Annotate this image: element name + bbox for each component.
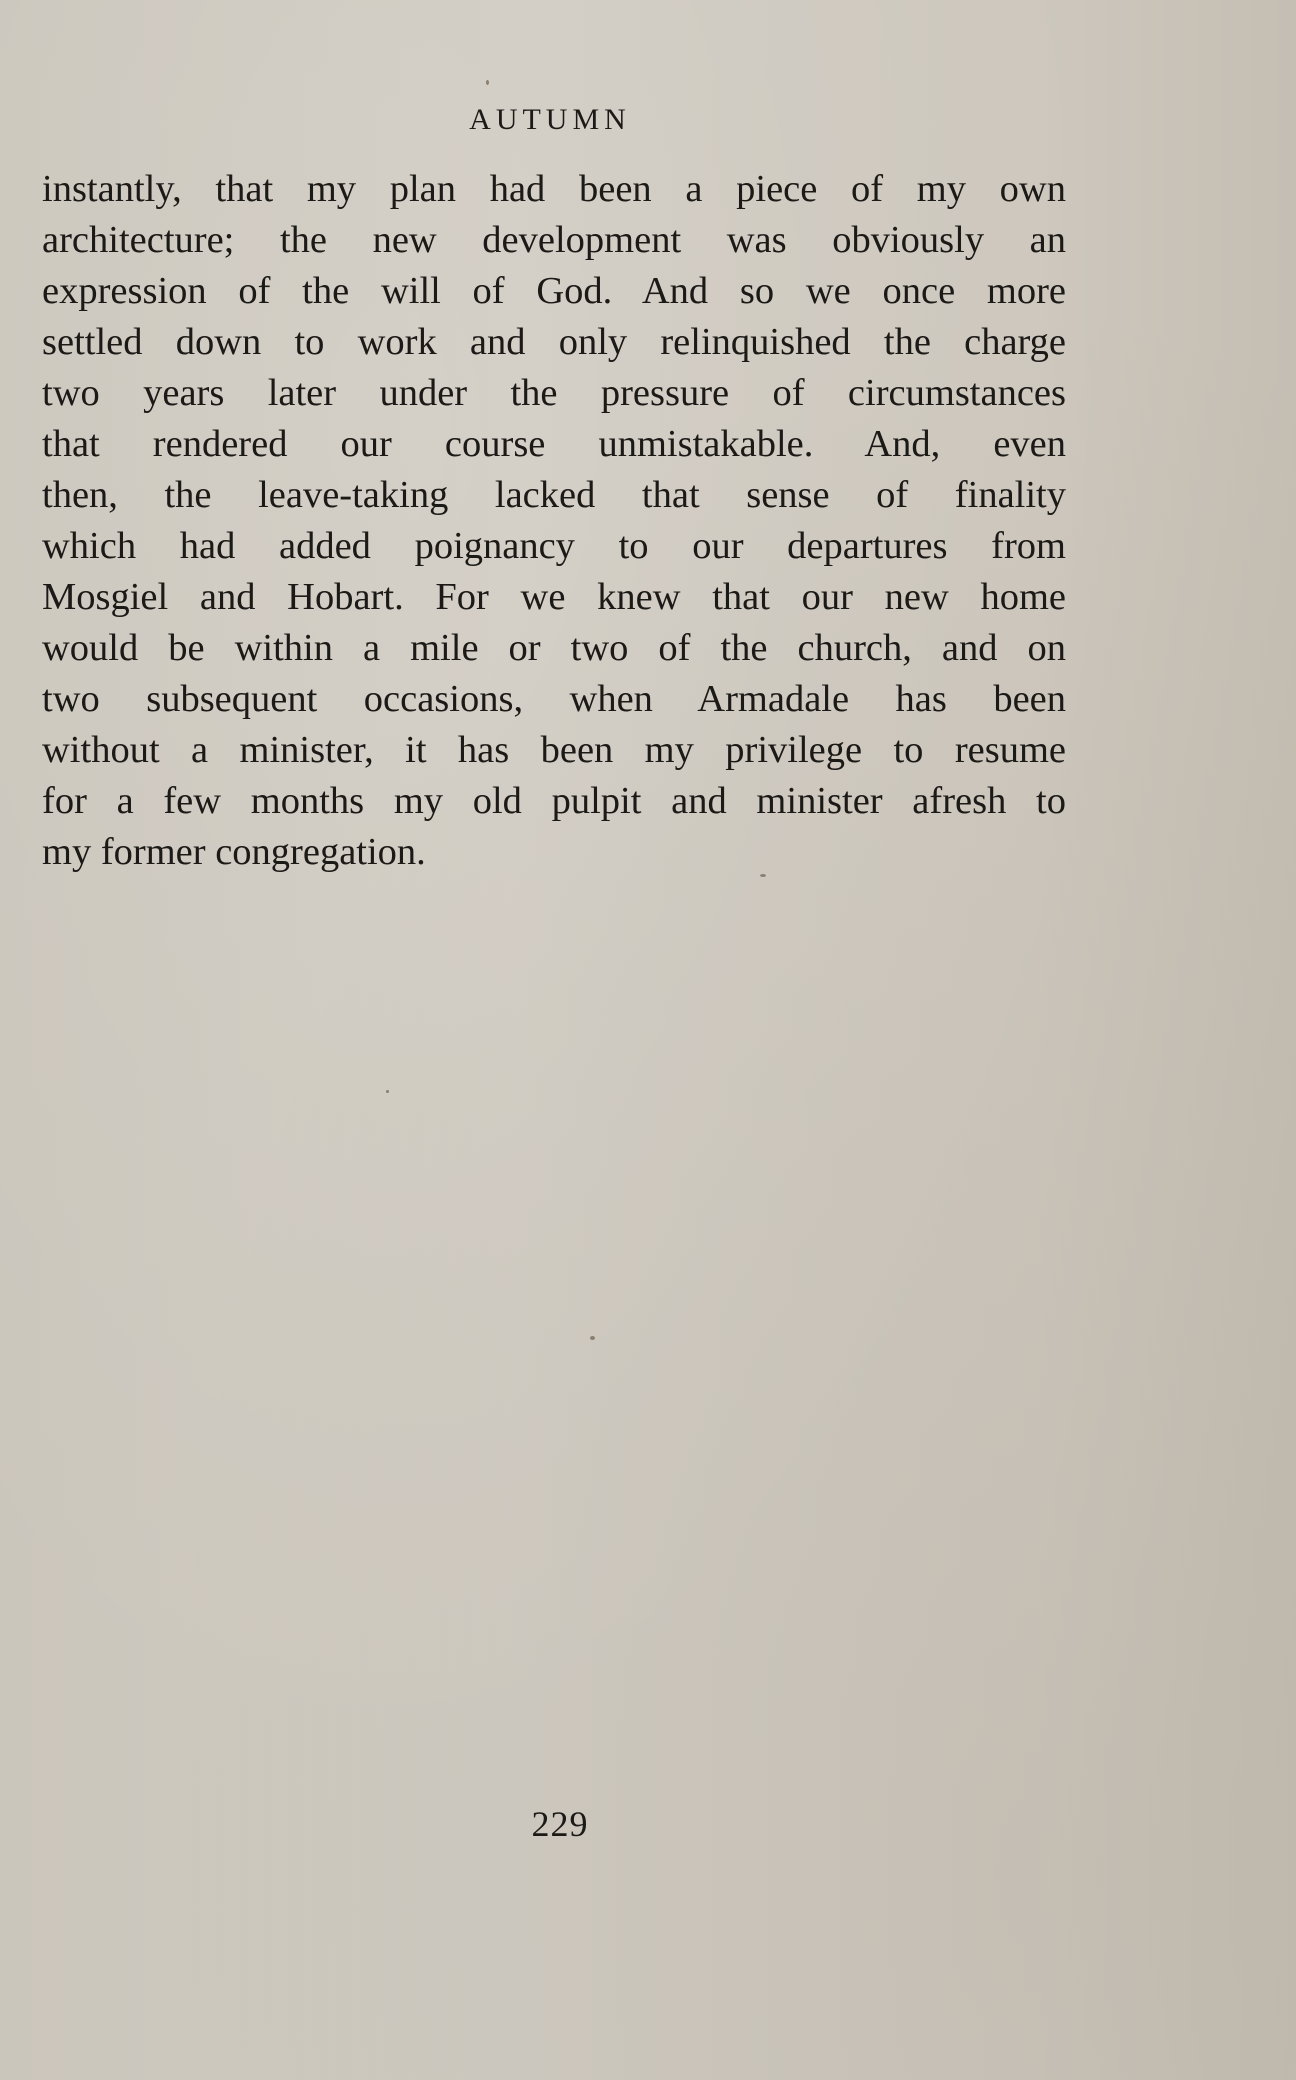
paper-speck: [386, 1090, 389, 1093]
text-line: then, the leave-taking lacked that sense of finality: [42, 474, 1066, 516]
text-line: would be within a mile or two of the church, and on: [42, 627, 1066, 669]
text-line: expression of the will of God. And so we once more: [42, 270, 1066, 312]
page-number: 229: [531, 1804, 589, 1844]
text-line: Mosgiel and Hobart. For we knew that our new home: [42, 576, 1066, 618]
text-line: settled down to work and only relinquished the charge: [42, 321, 1066, 363]
text-line: instantly, that my plan had been a piece of my own: [42, 168, 1066, 210]
running-head: AUTUMN: [469, 103, 631, 136]
text-line: two years later under the pressure of circumstances: [42, 372, 1066, 414]
paper-speck: [486, 80, 489, 85]
text-line: that rendered our course unmistakable. And, even: [42, 423, 1066, 465]
text-line: two subsequent occasions, when Armadale has been: [42, 678, 1066, 720]
body-paragraph: [42, 164, 1066, 878]
text-line: without a minister, it has been my privilege to resume: [42, 729, 1066, 771]
text-line: for a few months my old pulpit and minister afresh to: [42, 780, 1066, 822]
text-line: architecture; the new development was obviously an: [42, 219, 1066, 261]
text-line: my former congregation.: [42, 831, 426, 873]
paper-speck: [760, 874, 766, 877]
text-line: which had added poignancy to our departures from: [42, 525, 1066, 567]
paper-speck: [590, 1336, 595, 1340]
